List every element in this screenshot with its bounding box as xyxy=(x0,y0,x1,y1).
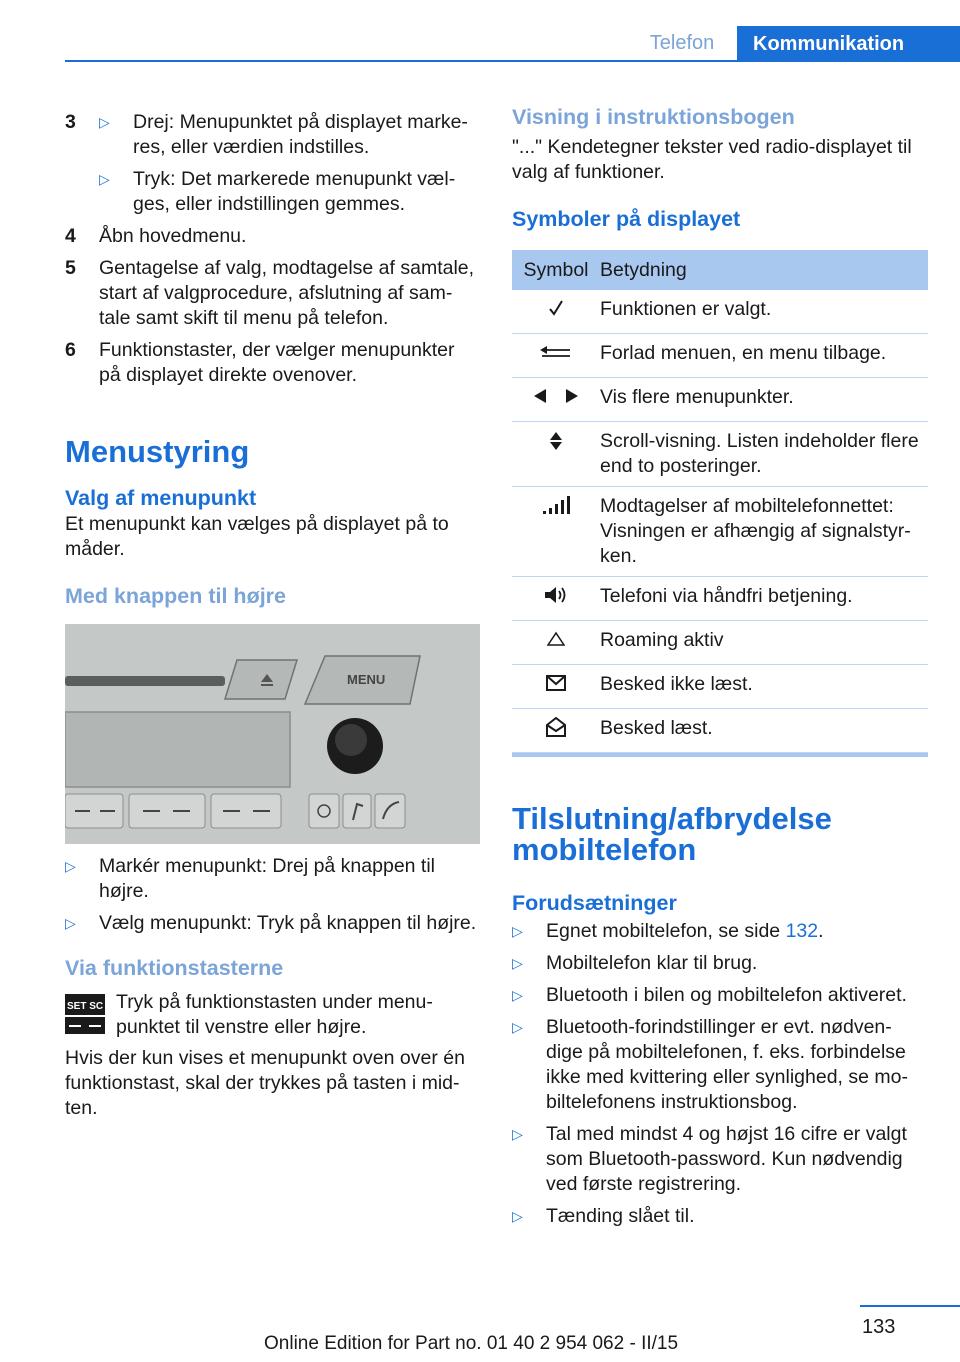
bullet-triangle-icon: ▷ xyxy=(65,858,76,874)
forud-item-text: Bluetooth i bilen og mobiltelefon aktiveret. xyxy=(546,984,907,1006)
right-column xyxy=(512,103,928,1236)
fn-key-note xyxy=(65,990,480,1040)
bullet-triangle-icon: ▷ xyxy=(512,923,523,939)
forud-item-text: Mobiltelefon klar til brug. xyxy=(546,952,758,974)
col-betydning-header: Betydning xyxy=(600,250,928,290)
table-header-row xyxy=(512,250,928,290)
step-number: 4 xyxy=(65,225,76,247)
forud-item-text: Egnet mobiltelefon, se side xyxy=(546,920,786,942)
knap-item-text: Vælg menupunkt: Tryk på knappen til højre. xyxy=(99,912,477,934)
table-row xyxy=(512,709,928,753)
row-text: Telefoni via håndfri betjening. xyxy=(600,577,928,621)
forud-item-text: Bluetooth-forindstillinger er evt. nødven-dige på mobiltelefonen, f. eks. forbindelse ikke med kvittering eller synlighed, se mo-biltelefonens instruktionsbog. xyxy=(546,1016,908,1113)
row-text: Besked læst. xyxy=(600,709,928,753)
table-row xyxy=(512,665,928,709)
knap-item xyxy=(65,911,480,936)
step-5 xyxy=(65,256,480,331)
forud-item xyxy=(512,1204,928,1229)
row-text: Vis flere menupunkter. xyxy=(600,378,928,422)
bullet-triangle-icon: ▷ xyxy=(65,915,76,931)
forud-item xyxy=(512,1015,928,1115)
table-row xyxy=(512,378,928,422)
up-down-arrows-icon xyxy=(546,429,566,453)
row-text: Roaming aktiv xyxy=(600,621,928,665)
step-number: 5 xyxy=(65,257,76,279)
left-right-arrows-icon xyxy=(526,385,586,407)
forud-heading: Forudsætninger xyxy=(512,891,677,915)
symboler-heading: Symboler på displayet xyxy=(512,207,741,231)
knap-item xyxy=(65,854,480,904)
roaming-triangle-icon xyxy=(545,628,567,650)
header-tab-telefon[interactable]: Telefon xyxy=(649,31,715,54)
header-tab-kommunikation[interactable]: Kommunikation xyxy=(737,26,960,62)
table-row xyxy=(512,487,928,577)
via-heading: Via funktionstasterne xyxy=(65,956,284,980)
bullet-triangle-icon: ▷ xyxy=(512,955,523,971)
page-link-132[interactable]: 132 xyxy=(785,920,819,942)
step-3-press-text: Tryk: Det markerede menupunkt væl-ges, eller indstillingen gemmes. xyxy=(133,168,456,215)
edition-footer: Online Edition for Part no. 01 40 2 954 062 - II/15 xyxy=(264,1333,679,1354)
forud-item-text: Tal med mindst 4 og højst 16 cifre er valgt som Bluetooth-password. Kun nødvendig ved første registrering. xyxy=(546,1123,907,1195)
envelope-open-icon xyxy=(544,716,568,738)
row-text: Forlad menuen, en menu tilbage. xyxy=(600,334,928,378)
bullet-triangle-icon: ▷ xyxy=(512,987,523,1003)
valg-heading: Valg af menupunkt xyxy=(65,486,257,510)
header-rule xyxy=(65,60,960,62)
step-4 xyxy=(65,224,480,249)
row-text: Funktionen er valgt. xyxy=(600,290,928,334)
function-key-icon xyxy=(65,994,105,1034)
knap-item-text: Markér menupunkt: Drej på knappen til højre. xyxy=(99,855,436,902)
radio-display xyxy=(65,712,290,787)
row-text: Scroll-visning. Listen indeholder flere end to posteringer. xyxy=(600,422,928,487)
col-symbol-header: Symbol xyxy=(512,250,600,290)
step-6 xyxy=(65,338,480,388)
eject-button xyxy=(225,660,297,699)
speaker-icon xyxy=(541,584,571,606)
bullet-triangle-icon: ▷ xyxy=(512,1208,523,1224)
function-key-icon-label: SET SC xyxy=(67,1001,104,1012)
checkmark-icon xyxy=(544,297,568,319)
left-column xyxy=(65,110,480,1121)
row-text: Besked ikke læst. xyxy=(600,665,928,709)
forud-item xyxy=(512,1122,928,1197)
knap-heading: Med knappen til højre xyxy=(65,584,286,608)
symbol-table xyxy=(512,250,928,753)
page-number: 133 xyxy=(862,1316,896,1338)
cd-slot xyxy=(65,676,225,686)
step-text: Gentagelse af valg, modtagelse af samtale, start af valgprocedure, afslutning af sam-tale samt skift til menu på telefon. xyxy=(99,257,475,329)
bullet-triangle-icon: ▷ xyxy=(99,171,110,187)
table-bottom-rule xyxy=(512,753,928,757)
forud-item xyxy=(512,951,928,976)
tilslutning-heading: Tilslutning/afbrydelse mobiltelefon xyxy=(512,801,832,867)
return-arrow-icon xyxy=(536,341,576,363)
bullet-triangle-icon: ▷ xyxy=(512,1019,523,1035)
row-text: Modtagelser af mobiltelefonnettet: Visningen er afhængig af signalstyr-ken. xyxy=(600,487,928,577)
menu-button-label: MENU xyxy=(347,672,386,687)
forud-item-end: . xyxy=(818,920,824,942)
via-text: Tryk på funktionstasten under menu-punktet til venstre eller højre. xyxy=(116,991,433,1038)
menustyring-heading: Menustyring xyxy=(65,434,250,469)
forud-item-text: Tænding slået til. xyxy=(546,1205,695,1227)
radio-panel-illustration xyxy=(65,624,480,844)
step-number: 6 xyxy=(65,339,76,361)
valg-text: Et menupunkt kan vælges på displayet på to måder. xyxy=(65,513,449,560)
table-row xyxy=(512,577,928,621)
function-keys xyxy=(65,794,405,828)
hvis-text: Hvis der kun vises et menupunkt oven over én funktionstast, skal der trykkes på tasten i mid-ten. xyxy=(65,1047,465,1119)
radio-panel-drawing xyxy=(65,624,480,844)
table-row xyxy=(512,290,928,334)
table-row xyxy=(512,621,928,665)
visning-text: "..." Kendetegner tekster ved radio-displayet til valg af funktioner. xyxy=(512,136,912,183)
bullet-triangle-icon: ▷ xyxy=(99,114,110,130)
step-text: Åbn hovedmenu. xyxy=(99,225,247,247)
step-number: 3 xyxy=(65,111,76,133)
step-3-turn-text: Drej: Menupunktet på displayet marke-res, eller værdien indstilles. xyxy=(133,111,468,158)
step-3 xyxy=(65,110,480,217)
footer-rule xyxy=(860,1305,960,1307)
envelope-closed-icon xyxy=(544,672,568,694)
table-row xyxy=(512,422,928,487)
bullet-triangle-icon: ▷ xyxy=(512,1126,523,1142)
forud-item xyxy=(512,919,928,944)
visning-heading: Visning i instruktionsbogen xyxy=(512,105,795,129)
step-text: Funktionstaster, der vælger menupunkter på displayet direkte ovenover. xyxy=(99,339,455,386)
signal-strength-icon xyxy=(541,494,571,516)
forud-item xyxy=(512,983,928,1008)
table-row xyxy=(512,334,928,378)
